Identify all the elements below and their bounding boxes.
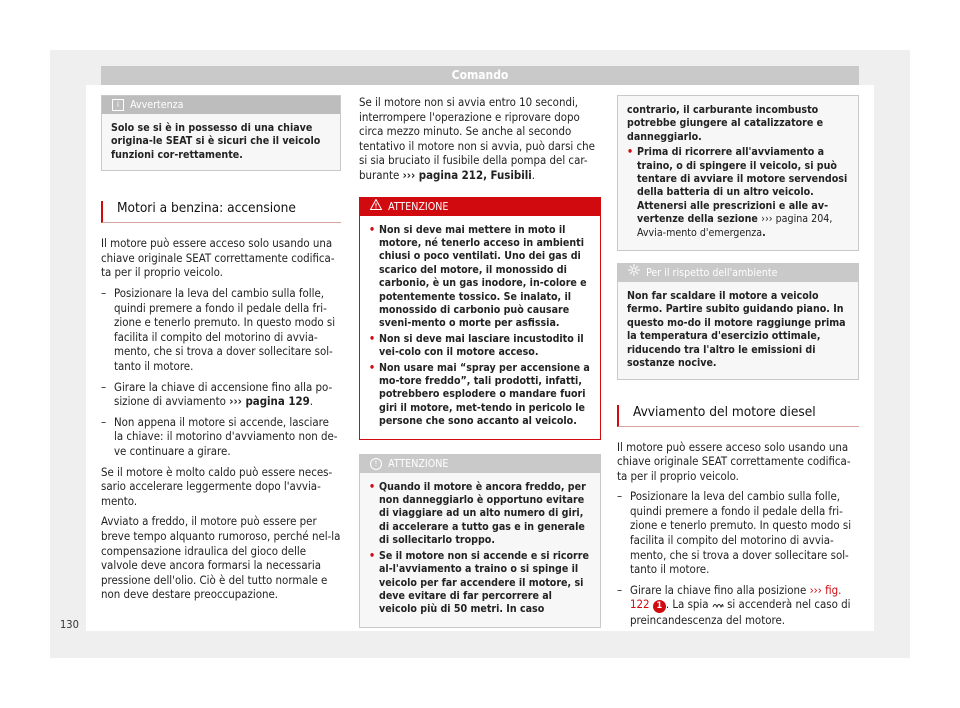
petrol-para-2: Avviato a freddo, il motore può essere per breve tempo alquanto rumoroso, perché nel-la compensazione idraulica del gioco delle valvole deve ancora formarsi la necessaria pressione dell'olio. Ciò è del tutto normale e non deve destare preoccupazione.	[101, 514, 341, 602]
step-text-end: si accenderà nel caso di preincandescenza del motore.	[630, 597, 851, 628]
note-text: Solo se si è in possesso di una chiave origina-le SEAT si è sicuri che il veicolo funzioni cor-rettamente.	[111, 122, 321, 161]
section-heading-petrol: Motori a benzina: accensione	[101, 201, 341, 223]
fuse-para	[359, 95, 601, 183]
environment-text: Non far scaldare il motore a veicolo fermo. Partire subito guidando piano. In questo mo-do il motore raggiunge prima la temperatura d'esercizio ottimale, riducendo tra l'altro le emissioni di sostanze nocive.	[627, 290, 846, 370]
info-icon: i	[112, 99, 124, 111]
page-link[interactable]: ››› pagina 129	[229, 394, 310, 409]
petrol-intro: Il motore può essere acceso solo usando una chiave originale SEAT correttamente codifica-ta per il proprio veicolo.	[101, 236, 335, 280]
caution-item: • Quando il motore è ancora freddo, per non danneggiarlo è opportuno evitare di viaggiare ad un alto numero di giri, di accelerare a tutto gas e in generale di sollecitarlo troppo.	[369, 481, 591, 548]
glow-plug-icon	[712, 598, 724, 613]
caution-item-text: Prima di ricorrere all'avviamento a traino, o di spingere il veicolo, si può tentare di avviare il motore servendosi della batteria di un altro veicolo. Attenersi alle prescrizioni e alle av-vertenze della sezione	[637, 146, 848, 226]
caution-continued-text: contrario, il carburante incombusto potrebbe giungere al catalizzatore e danneggiarlo.	[627, 104, 824, 143]
petrol-steps	[101, 286, 341, 459]
list-item: – Non appena il motore si accende, lasciare la chiave: il motorino d'avviamento non de-ve continuare a girare.	[101, 414, 338, 458]
column-3	[617, 95, 859, 634]
caution-item: • Se il motore non si accende e si ricorre al-l'avviamento a traino o si spinge il veicolo per far accendere il motore, si deve evitare di far percorrere al veicolo più di 50 metri. In caso	[369, 550, 591, 617]
caution-continued-body	[618, 96, 858, 250]
environment-box	[617, 263, 859, 379]
list-item: – Girare la chiave di accensione fino alla po-sizione di avviamento ››› pagina 129.	[101, 379, 333, 409]
note-title: Avvertenza	[130, 99, 184, 111]
fuse-text-end: .	[531, 167, 536, 182]
step-text: . La spia	[665, 597, 709, 612]
caution-item-end: .	[762, 226, 766, 239]
list-item: – Posizionare la leva del cambio sulla folle, quindi premere a fondo il pedale della fri-zione e tenerlo premuto. In questo modo si facilita il compito del motorino di avvia-mento, che si trova a dover sollecitare sol-tanto il motore.	[101, 286, 336, 373]
page-header: Comando	[101, 66, 859, 85]
step-text: Girare la chiave fino alla posizione	[630, 582, 807, 597]
page-link[interactable]: ››› pagina 212, Fusibili	[402, 167, 532, 182]
step-text: Posizionare la leva del cambio sulla folle, quindi premere a fondo il pedale della fri-zione e tenerlo premuto. In questo modo si facilita il compito del motorino di avvia-mento, che si trova a dover sollecitare sol-tanto il motore.	[630, 489, 852, 577]
environment-box-header	[618, 264, 858, 282]
list-item: – Girare la chiave fino alla posizione ››› fig. 122 1 . La spia si accenderà nel caso di preincandescenza del motore.	[617, 582, 851, 628]
caution-item	[627, 146, 849, 240]
step-text: Girare la chiave di accensione fino alla po-sizione di avviamento	[114, 379, 333, 409]
petrol-para-1: Se il motore è molto caldo può essere neces-sario accelerare leggermente dopo l'avvia-mento.	[101, 464, 333, 508]
diesel-intro: Il motore può essere acceso solo usando una chiave originale SEAT correttamente codifica-ta per il proprio veicolo.	[617, 439, 851, 483]
warning-item: • Non si deve mai lasciare incustodito il vei-colo con il motore acceso.	[369, 333, 591, 360]
note-box	[101, 95, 341, 171]
warning-box-header	[360, 198, 600, 216]
step-text-end: .	[309, 394, 313, 409]
page-number: 130	[60, 618, 79, 631]
step-text: Posizionare la leva del cambio sulla folle, quindi premere a fondo il pedale della fri-zione e tenerlo premuto. In questo modo si facilita il compito del motorino di avvia-mento, che si trova a dover sollecitare sol-tanto il motore.	[114, 286, 336, 373]
caution-box	[359, 454, 601, 628]
environment-title: Per il rispetto dell'ambiente	[646, 267, 778, 280]
page-link[interactable]: ››› pagina 204, Avvia-mento d'emergenza	[637, 213, 833, 239]
warning-item: • Non si deve mai mettere in moto il motore, né tenerlo acceso in ambienti chiusi o poco ventilati. Uno dei gas di scarico del motore, il monossido di carbonio, è un gas inodore, in-colore e potentemente tossico. Se inalato, il monossido di carbonio può causare sveni-mento o morte per asfissia.	[369, 224, 591, 331]
section-heading-diesel: Avviamento del motore diesel	[617, 405, 859, 427]
leaf-icon	[628, 264, 640, 282]
warning-title: ATTENZIONE	[388, 200, 449, 213]
fuse-text: Se il motore non si avvia entro 10 secondi, interrompere l'operazione e riprovare dopo circa mezzo minuto. Se anche al secondo tentativo il motore non si avvia, può darsi che si sia bruciato il fusibile della pompa del car-burante	[359, 95, 595, 182]
caution-icon: !	[370, 458, 382, 470]
diesel-steps	[617, 489, 859, 628]
note-box-header	[102, 96, 340, 114]
warning-item: • Non usare mai “spray per accensione a mo-tore freddo”, tali prodotti, infatti, potrebbero esplodere o mandare fuori giri il motore, met-tendo in pericolo le persone che sono accanto al veicolo.	[369, 362, 591, 429]
warning-box	[359, 197, 601, 440]
warning-body	[360, 216, 600, 439]
column-2	[359, 95, 601, 628]
caution-title: ATTENZIONE	[388, 457, 449, 470]
caution-body	[360, 473, 600, 627]
warning-icon	[370, 198, 382, 216]
caution-box-continued	[617, 95, 859, 251]
caution-box-header	[360, 455, 600, 473]
column-1	[101, 95, 341, 608]
list-item: – Posizionare la leva del cambio sulla folle, quindi premere a fondo il pedale della fri-zione e tenerlo premuto. In questo modo si facilita il compito del motorino di avvia-mento, che si trova a dover sollecitare sol-tanto il motore.	[617, 489, 852, 577]
figure-link[interactable]: ››› fig. 122	[630, 582, 842, 612]
callout-number: 1	[653, 600, 666, 613]
step-text: Non appena il motore si accende, lasciare la chiave: il motorino d'avviamento non de-ve continuare a girare.	[114, 414, 338, 458]
